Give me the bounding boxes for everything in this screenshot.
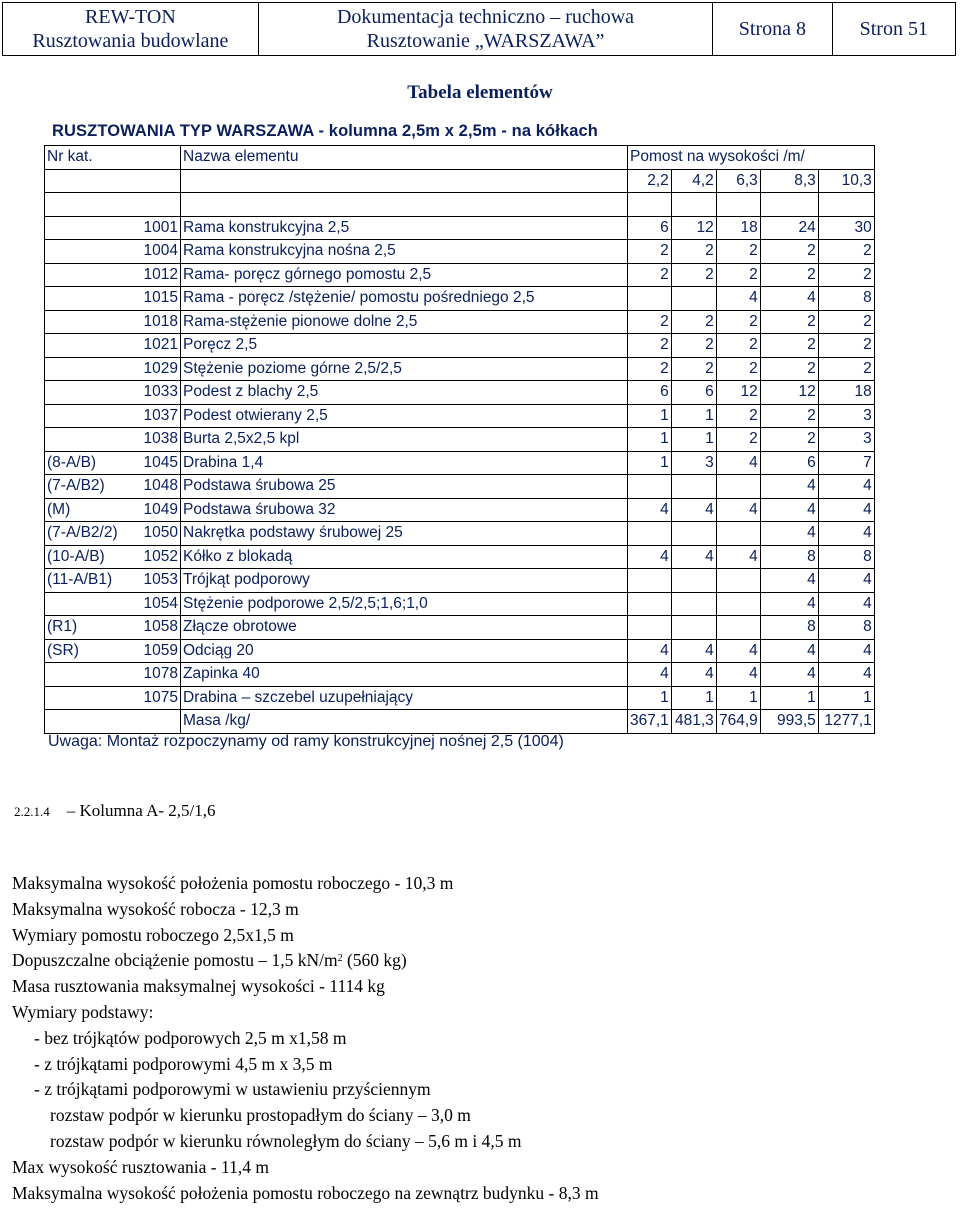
section-title: – Kolumna A- 2,5/1,6: [66, 801, 216, 820]
quantity-cell: 4: [628, 663, 672, 687]
quantity-cell: 2: [716, 310, 760, 334]
table-mass-row: [45, 710, 875, 734]
quantity-cell: 4: [671, 545, 716, 569]
catalog-number-cell: 1050: [140, 522, 181, 546]
sheet-title: RUSZTOWANIA TYP WARSZAWA - kolumna 2,5m x 2,5m - na kółkach: [52, 122, 598, 140]
quantity-cell: 2: [716, 404, 760, 428]
element-code-cell: (11-A/B1): [45, 569, 140, 593]
catalog-number-cell: 1059: [140, 639, 181, 663]
catalog-number-cell: 1053: [140, 569, 181, 593]
element-code-cell: (7-A/B2/2): [45, 522, 140, 546]
spec-load-text: Dopuszczalne obciążenie pomostu – 1,5 kN/m: [12, 950, 338, 971]
quantity-cell: [716, 569, 760, 593]
quantity-cell: 7: [818, 451, 874, 475]
element-name-cell: Burta 2,5x2,5 kpl: [181, 428, 628, 452]
spec-max-outside-platform-height: Maksymalna wysokość położenia pomostu roboczego na zewnątrz budynku - 8,3 m: [12, 1182, 599, 1203]
element-code-cell: [45, 686, 140, 710]
quantity-cell: 3: [818, 428, 874, 452]
element-code-cell: [45, 357, 140, 381]
height-header-cell: 2,2: [628, 169, 672, 193]
quantity-cell: [716, 592, 760, 616]
catalog-number-cell: 1075: [140, 686, 181, 710]
empty-cell: [716, 193, 760, 217]
empty-cell: [45, 193, 181, 217]
spec-allowed-load: [12, 948, 599, 974]
element-name-cell: Złącze obrotowe: [181, 616, 628, 640]
document-title-cell: [258, 3, 712, 56]
table-row: [45, 545, 875, 569]
spec-platform-dimensions: Wymiary pomostu roboczego 2,5x1,5 m: [12, 924, 294, 945]
quantity-cell: [628, 592, 672, 616]
quantity-cell: 4: [818, 475, 874, 499]
quantity-cell: 4: [760, 498, 818, 522]
table-row: [45, 592, 875, 616]
quantity-cell: 12: [716, 381, 760, 405]
quantity-cell: 12: [671, 216, 716, 240]
quantity-cell: 4: [671, 663, 716, 687]
quantity-cell: 4: [818, 592, 874, 616]
quantity-cell: 1: [671, 686, 716, 710]
element-name-cell: Podest z blachy 2,5: [181, 381, 628, 405]
element-code-cell: [45, 592, 140, 616]
table-row: [45, 428, 875, 452]
quantity-cell: 1: [671, 428, 716, 452]
catalog-number-cell: 1054: [140, 592, 181, 616]
element-name-cell: Podest otwierany 2,5: [181, 404, 628, 428]
element-name-cell: Kółko z blokadą: [181, 545, 628, 569]
table-header-row: [45, 146, 875, 170]
quantity-cell: 12: [760, 381, 818, 405]
catalog-number-cell: 1048: [140, 475, 181, 499]
spec-load-kg: (560 kg): [342, 950, 407, 971]
table-row: [45, 663, 875, 687]
element-code-cell: [45, 663, 140, 687]
element-name-cell: Rama konstrukcyjna nośna 2,5: [181, 240, 628, 264]
quantity-cell: 2: [760, 263, 818, 287]
quantity-cell: [716, 475, 760, 499]
element-name-cell: Drabina 1,4: [181, 451, 628, 475]
quantity-cell: 2: [818, 310, 874, 334]
quantity-cell: 2: [628, 334, 672, 358]
empty-cell: [45, 710, 181, 734]
quantity-cell: 4: [760, 592, 818, 616]
spec-base-dimensions-label: Wymiary podstawy:: [12, 1001, 154, 1022]
quantity-cell: 1: [671, 404, 716, 428]
page-total: Stron 51: [832, 3, 955, 56]
catalog-number-cell: 1078: [140, 663, 181, 687]
element-name-cell: Stężenie poziome górne 2,5/2,5: [181, 357, 628, 381]
height-header-cell: 8,3: [760, 169, 818, 193]
quantity-cell: 8: [818, 287, 874, 311]
quantity-cell: 4: [671, 498, 716, 522]
company-cell: [3, 3, 259, 56]
catalog-number-cell: 1029: [140, 357, 181, 381]
quantity-cell: 2: [671, 310, 716, 334]
quantity-cell: 2: [716, 263, 760, 287]
quantity-cell: 8: [818, 616, 874, 640]
quantity-cell: 1: [628, 428, 672, 452]
element-name-cell: Drabina – szczebel uzupełniający: [181, 686, 628, 710]
quantity-cell: 2: [818, 357, 874, 381]
quantity-cell: [628, 522, 672, 546]
elements-table: [44, 145, 875, 734]
quantity-cell: 18: [716, 216, 760, 240]
quantity-cell: 1: [628, 404, 672, 428]
element-name-cell: Rama- poręcz górnego pomostu 2,5: [181, 263, 628, 287]
col-header-element-name: Nazwa elementu: [181, 146, 628, 170]
quantity-cell: 2: [760, 357, 818, 381]
table-row: [45, 263, 875, 287]
quantity-cell: [628, 616, 672, 640]
quantity-cell: 8: [760, 545, 818, 569]
quantity-cell: 18: [818, 381, 874, 405]
document-title: Dokumentacja techniczno – ruchowa: [336, 6, 635, 28]
element-code-cell: [45, 310, 140, 334]
company-name: REW-TON: [85, 6, 176, 28]
catalog-number-cell: 1004: [140, 240, 181, 264]
element-name-cell: Rama konstrukcyjna 2,5: [181, 216, 628, 240]
col-header-platform-height: Pomost na wysokości /m/: [628, 146, 875, 170]
quantity-cell: 1: [716, 686, 760, 710]
quantity-cell: 4: [760, 287, 818, 311]
table-row: [45, 686, 875, 710]
quantity-cell: 4: [760, 475, 818, 499]
spec-max-platform-height: Maksymalna wysokość położenia pomostu roboczego - 10,3 m: [12, 873, 454, 893]
catalog-number-cell: 1001: [140, 216, 181, 240]
table-row: [45, 216, 875, 240]
element-code-cell: [45, 381, 140, 405]
table-row: [45, 240, 875, 264]
catalog-number-cell: 1021: [140, 334, 181, 358]
quantity-cell: 4: [628, 545, 672, 569]
quantity-cell: [628, 287, 672, 311]
spec-load-superscript: 2: [337, 953, 343, 965]
element-code-cell: [45, 240, 140, 264]
element-code-cell: [45, 334, 140, 358]
spec-support-perpendicular: rozstaw podpór w kierunku prostopadłym do ściany – 3,0 m: [50, 1105, 471, 1126]
quantity-cell: 2: [671, 334, 716, 358]
quantity-cell: 4: [716, 498, 760, 522]
table-row: [45, 616, 875, 640]
assembly-note: Uwaga: Montaż rozpoczynamy od ramy konstrukcyjnej nośnej 2,5 (1004): [48, 733, 564, 750]
quantity-cell: 2: [628, 310, 672, 334]
catalog-number-cell: 1015: [140, 287, 181, 311]
table-row: [45, 569, 875, 593]
quantity-cell: [671, 616, 716, 640]
mass-label-cell: Masa /kg/: [181, 710, 628, 734]
quantity-cell: 4: [716, 287, 760, 311]
table-row: [45, 381, 875, 405]
quantity-cell: 2: [671, 263, 716, 287]
element-code-cell: (SR): [45, 639, 140, 663]
section-heading: [14, 801, 216, 821]
table-row: [45, 357, 875, 381]
quantity-cell: 2: [628, 357, 672, 381]
document-subtitle: Rusztowanie „WARSZAWA”: [366, 30, 605, 52]
element-name-cell: Odciąg 20: [181, 639, 628, 663]
spec-max-scaffold-height: Max wysokość rusztowania - 11,4 m: [12, 1156, 269, 1177]
height-header-cell: 10,3: [818, 169, 874, 193]
element-code-cell: (R1): [45, 616, 140, 640]
catalog-number-cell: 1049: [140, 498, 181, 522]
quantity-cell: 1: [818, 686, 874, 710]
quantity-cell: 2: [760, 428, 818, 452]
quantity-cell: 2: [716, 357, 760, 381]
quantity-cell: [671, 475, 716, 499]
element-name-cell: Stężenie podporowe 2,5/2,5;1,6;1,0: [181, 592, 628, 616]
catalog-number-cell: 1037: [140, 404, 181, 428]
element-name-cell: Poręcz 2,5: [181, 334, 628, 358]
quantity-cell: 2: [818, 240, 874, 264]
catalog-number-cell: 1033: [140, 381, 181, 405]
quantity-cell: 2: [716, 240, 760, 264]
section-number: 2.2.1.4: [14, 804, 50, 819]
quantity-cell: 8: [760, 616, 818, 640]
quantity-cell: 1: [628, 451, 672, 475]
quantity-cell: 3: [671, 451, 716, 475]
table-spacer-row: [45, 193, 875, 217]
quantity-cell: 4: [760, 663, 818, 687]
quantity-cell: 4: [716, 451, 760, 475]
table-row: [45, 639, 875, 663]
quantity-cell: 4: [760, 569, 818, 593]
quantity-cell: 1: [760, 686, 818, 710]
quantity-cell: 4: [671, 639, 716, 663]
element-code-cell: (10-A/B): [45, 545, 140, 569]
quantity-cell: 6: [628, 216, 672, 240]
element-name-cell: Podstawa śrubowa 25: [181, 475, 628, 499]
quantity-cell: 6: [671, 381, 716, 405]
quantity-cell: 2: [628, 240, 672, 264]
quantity-cell: 4: [716, 639, 760, 663]
spec-scaffold-mass: Masa rusztowania maksymalnej wysokości - 1114 kg: [12, 976, 385, 997]
table-row: [45, 498, 875, 522]
quantity-cell: 6: [760, 451, 818, 475]
quantity-cell: 8: [818, 545, 874, 569]
quantity-cell: 2: [716, 428, 760, 452]
quantity-cell: 4: [628, 498, 672, 522]
quantity-cell: 2: [818, 334, 874, 358]
element-name-cell: Rama - poręcz /stężenie/ pomostu pośredniego 2,5: [181, 287, 628, 311]
element-name-cell: Nakrętka podstawy śrubowej 25: [181, 522, 628, 546]
quantity-cell: 4: [818, 522, 874, 546]
empty-cell: [818, 193, 874, 217]
quantity-cell: 2: [760, 310, 818, 334]
table-row: [45, 475, 875, 499]
empty-cell: [760, 193, 818, 217]
quantity-cell: [716, 522, 760, 546]
quantity-cell: 4: [818, 639, 874, 663]
table-row: [45, 522, 875, 546]
element-name-cell: Zapinka 40: [181, 663, 628, 687]
col-header-catalog-number: Nr kat.: [45, 146, 181, 170]
element-code-cell: [45, 404, 140, 428]
quantity-cell: 2: [671, 357, 716, 381]
element-code-cell: (8-A/B): [45, 451, 140, 475]
mass-value-cell: 367,1: [628, 710, 672, 734]
quantity-cell: 6: [628, 381, 672, 405]
table-row: [45, 287, 875, 311]
height-header-cell: 6,3: [716, 169, 760, 193]
quantity-cell: [671, 569, 716, 593]
page-header: [2, 2, 956, 56]
quantity-cell: [716, 616, 760, 640]
table-row: [45, 451, 875, 475]
quantity-cell: 2: [818, 263, 874, 287]
specifications: [12, 871, 599, 1206]
quantity-cell: 2: [760, 334, 818, 358]
table-heights-row: [45, 169, 875, 193]
mass-value-cell: 1277,1: [818, 710, 874, 734]
quantity-cell: 3: [818, 404, 874, 428]
catalog-number-cell: 1058: [140, 616, 181, 640]
element-code-cell: (7-A/B2): [45, 475, 140, 499]
quantity-cell: 4: [760, 522, 818, 546]
quantity-cell: 2: [628, 263, 672, 287]
element-code-cell: [45, 287, 140, 311]
quantity-cell: [671, 522, 716, 546]
quantity-cell: 4: [760, 639, 818, 663]
element-name-cell: Podstawa śrubowa 32: [181, 498, 628, 522]
quantity-cell: [628, 475, 672, 499]
element-name-cell: Rama-stężenie pionowe dolne 2,5: [181, 310, 628, 334]
empty-cell: [628, 193, 672, 217]
quantity-cell: 2: [760, 404, 818, 428]
catalog-number-cell: 1052: [140, 545, 181, 569]
quantity-cell: [671, 287, 716, 311]
quantity-cell: 30: [818, 216, 874, 240]
empty-cell: [45, 169, 181, 193]
mass-value-cell: 764,9: [716, 710, 760, 734]
catalog-number-cell: 1045: [140, 451, 181, 475]
spec-base-with-outriggers: - z trójkątami podporowymi 4,5 m x 3,5 m: [34, 1053, 333, 1074]
quantity-cell: 4: [628, 639, 672, 663]
quantity-cell: 4: [716, 663, 760, 687]
mass-value-cell: 993,5: [760, 710, 818, 734]
table-row: [45, 310, 875, 334]
element-name-cell: Trójkąt podporowy: [181, 569, 628, 593]
spec-max-working-height: Maksymalna wysokość robocza - 12,3 m: [12, 898, 299, 919]
spec-base-no-outriggers: - bez trójkątów podporowych 2,5 m x1,58 m: [34, 1027, 347, 1048]
quantity-cell: 24: [760, 216, 818, 240]
catalog-number-cell: 1018: [140, 310, 181, 334]
quantity-cell: 1: [628, 686, 672, 710]
empty-cell: [181, 193, 628, 217]
element-code-cell: [45, 263, 140, 287]
page-number: Strona 8: [713, 3, 832, 56]
spec-support-parallel: rozstaw podpór w kierunku równoległym do ściany – 5,6 m i 4,5 m: [50, 1130, 522, 1151]
empty-cell: [671, 193, 716, 217]
quantity-cell: 4: [818, 498, 874, 522]
table-heading: Tabela elementów: [407, 82, 553, 103]
empty-cell: [181, 169, 628, 193]
element-code-cell: [45, 216, 140, 240]
catalog-number-cell: 1012: [140, 263, 181, 287]
quantity-cell: 2: [671, 240, 716, 264]
catalog-number-cell: 1038: [140, 428, 181, 452]
quantity-cell: 4: [818, 569, 874, 593]
quantity-cell: [671, 592, 716, 616]
spec-base-wall-setup: - z trójkątami podporowymi w ustawieniu przyściennym: [34, 1079, 431, 1100]
company-description: Rusztowania budowlane: [32, 30, 229, 52]
height-header-cell: 4,2: [671, 169, 716, 193]
quantity-cell: 2: [760, 240, 818, 264]
element-code-cell: [45, 428, 140, 452]
mass-value-cell: 481,3: [671, 710, 716, 734]
element-code-cell: (M): [45, 498, 140, 522]
table-row: [45, 404, 875, 428]
quantity-cell: [628, 569, 672, 593]
quantity-cell: 2: [716, 334, 760, 358]
quantity-cell: 4: [716, 545, 760, 569]
quantity-cell: 4: [818, 663, 874, 687]
table-row: [45, 334, 875, 358]
